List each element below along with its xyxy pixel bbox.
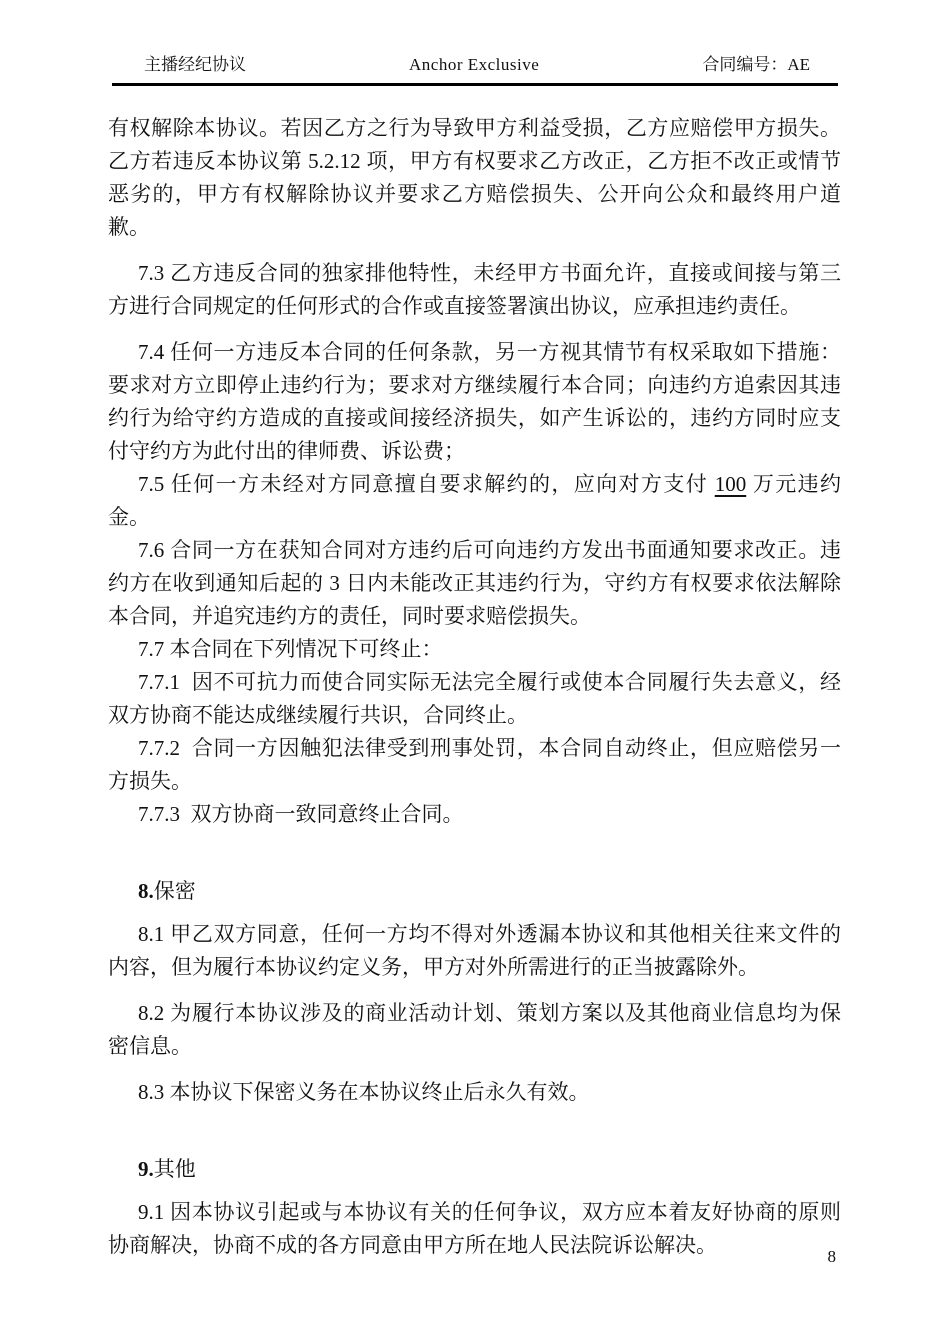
paragraph-text: 8.3 本协议下保密义务在本协议终止后永久有效。 [138,1080,590,1104]
paragraph [108,798,841,831]
section-title: 其他 [153,1157,196,1181]
paragraph-text: 7.7.1 因不可抗力而使合同实际无法完全履行或使本合同履行失去意义，经双方协商不能达成继续履行共识，合同终止。 [108,670,841,727]
paragraph [108,112,841,244]
paragraph-text: 7.7 本合同在下列情况下可终止： [138,637,443,661]
header-contract-number: 合同编号：AE [702,55,810,74]
paragraph [108,997,841,1063]
paragraph-text: 7.6 合同一方在获知合同对方违约后可向违约方发出书面通知要求改正。违约方在收到通知后起的 3 日内未能改正其违约行为，守约方有权要求依法解除本合同，并追究违约方的责任，同时要求赔偿损失。 [108,538,841,628]
paragraph [108,732,841,798]
section-heading [108,1153,841,1186]
paragraph-text: 8.1 甲乙双方同意，任何一方均不得对外透漏本协议和其他相关往来文件的内容，但为履行本协议约定义务，甲方对外所需进行的正当披露除外。 [108,922,841,979]
document-content [108,112,841,1262]
paragraph [108,1076,841,1109]
page-header [112,54,838,86]
paragraph-text: 7.3 乙方违反合同的独家排他特性，未经甲方书面允许，直接或间接与第三方进行合同规定的任何形式的合作或直接签署演出协议，应承担违约责任。 [108,261,841,318]
paragraph [108,336,841,468]
header-doc-title: 主播经纪协议 [144,55,246,74]
section-title: 保密 [153,879,196,903]
paragraph-text: 7.7.2 合同一方因触犯法律受到刑事处罚，本合同自动终止，但应赔偿另一方损失。 [108,736,841,793]
paragraph [108,468,841,534]
paragraph [108,666,841,732]
header-doc-title-en: Anchor Exclusive [409,55,540,74]
paragraph [108,918,841,984]
paragraph-text: 有权解除本协议。若因乙方之行为导致甲方利益受损，乙方应赔偿甲方损失。乙方若违反本协议第 5.2.12 项，甲方有权要求乙方改正，乙方拒不改正或情节恶劣的，甲方有权解除协议并要求乙方赔偿损失、公开向公众和最终用户道歉。 [108,116,841,239]
section-number: 8. [138,879,154,903]
paragraph-text: 万元违约金。 [108,472,842,529]
section-number: 9. [138,1157,154,1181]
paragraph-text: 8.2 为履行本协议涉及的商业活动计划、策划方案以及其他商业信息均为保密信息。 [108,1001,841,1058]
paragraph [108,257,841,323]
page-number: 8 [827,1247,836,1266]
paragraph [108,1196,841,1262]
paragraph [108,633,841,666]
underlined-text: 100 [714,472,747,496]
paragraph-text: 7.4 任何一方违反本合同的任何条款，另一方视其情节有权采取如下措施：要求对方立即停止违约行为；要求对方继续履行本合同；向违约方追索因其违约行为给守约方造成的直接或间接经济损失，如产生诉讼的，违约方同时应支付守约方为此付出的律师费、诉讼费； [108,340,841,463]
paragraph-text: 7.5 任何一方未经对方同意擅自要求解约的，应向对方支付 [138,472,715,496]
paragraph-text: 7.7.3 双方协商一致同意终止合同。 [138,802,464,826]
paragraph [108,534,841,633]
paragraph-text: 9.1 因本协议引起或与本协议有关的任何争议，双方应本着友好协商的原则协商解决，协商不成的各方同意由甲方所在地人民法院诉讼解决。 [108,1200,841,1257]
section-heading [108,875,841,908]
